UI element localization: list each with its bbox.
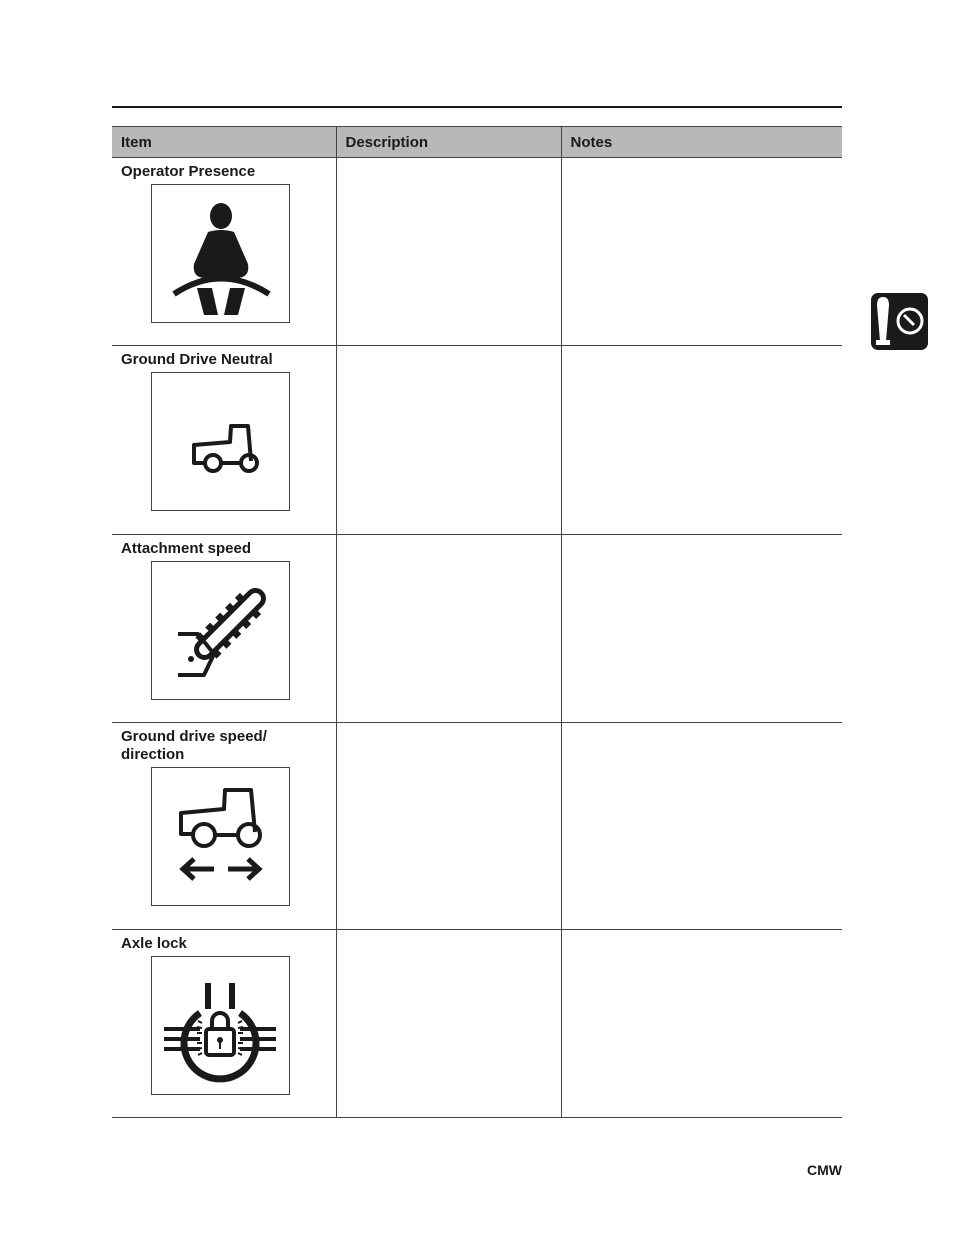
icon-frame xyxy=(151,561,290,700)
item-cell xyxy=(112,158,336,346)
table-row xyxy=(112,930,842,1118)
item-cell xyxy=(112,346,336,535)
description-cell xyxy=(336,930,561,1118)
item-cell xyxy=(112,535,336,723)
item-cell xyxy=(112,930,336,1118)
notes-cell xyxy=(561,535,842,723)
item-cell xyxy=(112,723,336,930)
table-row xyxy=(112,535,842,723)
table-row xyxy=(112,346,842,535)
description-cell xyxy=(336,535,561,723)
notes-cell xyxy=(561,930,842,1118)
table-row xyxy=(112,158,842,346)
description-cell xyxy=(336,346,561,535)
notes-cell xyxy=(561,723,842,930)
item-label: Attachment speed xyxy=(121,540,252,557)
item-label: Operator Presence xyxy=(121,163,256,180)
tractor-direction-icon xyxy=(152,768,289,905)
description-cell xyxy=(336,158,561,346)
section-tab xyxy=(871,293,928,350)
table-row xyxy=(112,723,842,930)
notes-cell xyxy=(561,346,842,535)
description-cell xyxy=(336,723,561,930)
axle-lock-icon xyxy=(152,957,289,1094)
icon-frame xyxy=(151,956,290,1095)
top-rule xyxy=(112,106,842,108)
item-label: Axle lock xyxy=(121,935,187,952)
table-header-row xyxy=(112,127,842,158)
item-label: Ground drive speed/ direction xyxy=(121,728,267,763)
icon-frame xyxy=(151,184,290,323)
header-notes: Notes xyxy=(561,127,842,158)
icon-frame xyxy=(151,767,290,906)
trencher-attachment-icon xyxy=(152,562,289,699)
header-description: Description xyxy=(336,127,561,158)
notes-cell xyxy=(561,158,842,346)
controls-table xyxy=(112,126,842,1118)
header-item: Item xyxy=(112,127,336,158)
operator-presence-icon xyxy=(152,185,289,322)
item-label: Ground Drive Neutral xyxy=(121,351,273,368)
icon-frame xyxy=(151,372,290,511)
tractor-neutral-icon xyxy=(152,373,289,510)
lever-gauge-icon xyxy=(871,293,928,350)
footer-code: CMW xyxy=(807,1162,842,1178)
